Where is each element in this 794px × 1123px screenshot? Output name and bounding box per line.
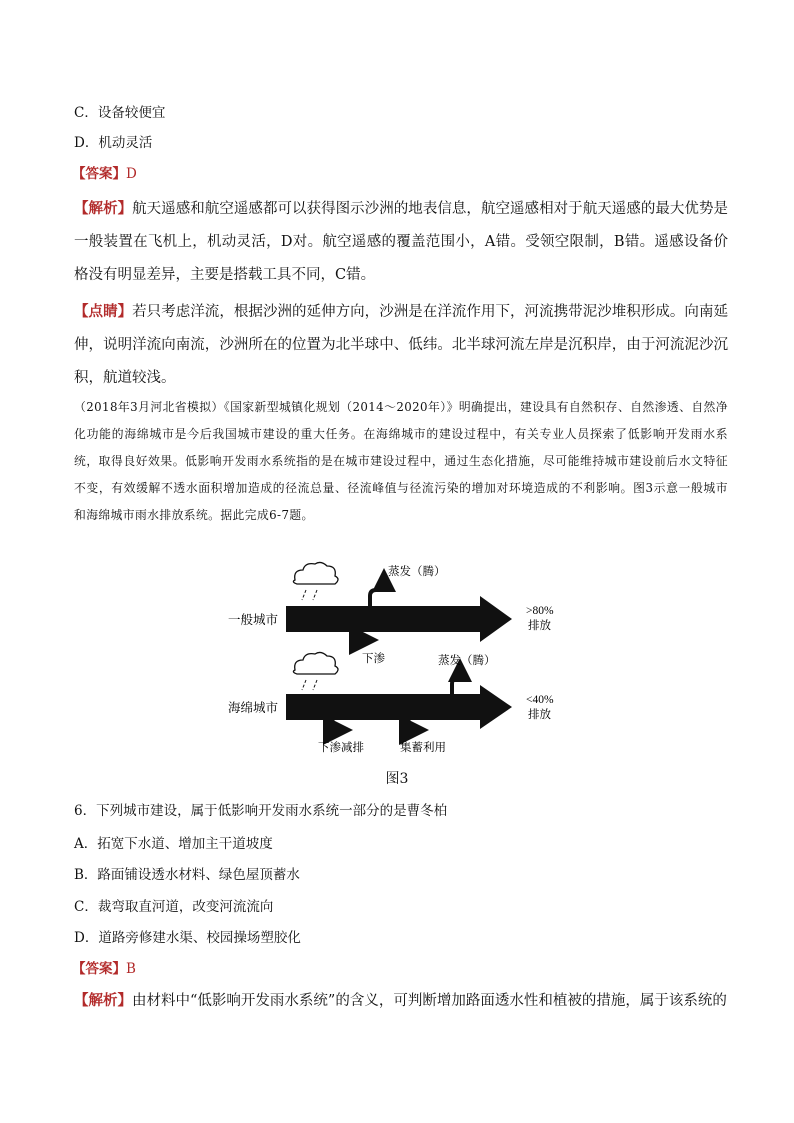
option-d: D．道路旁修建水渠、校园操场塑胶化 [74,930,301,946]
analysis-paragraph [74,193,728,292]
analysis-paragraph [74,985,728,1018]
analysis-text: 航天遥感和航空遥感都可以获得图示沙洲的地表信息，航空遥感相对于航天遥感的最大优势是一般装置在飞机上，机动灵活，D对。航空遥感的覆盖范围小，A错。受领空限制，B错。遥感设备价格没有明显差异，主要是搭载工具不同，C错。 [74,201,729,283]
infiltration-arrow [332,720,338,730]
infiltration-arrow [360,632,364,640]
answer-tag: 【答案】 [72,166,126,182]
outflow-arrow [286,596,512,642]
city2-evap-label: 蒸发（腾） [438,655,496,667]
tip-tag: 【点睛】 [74,304,133,320]
sponge-city-flow [228,652,554,754]
city1-out-label: 排放 [528,620,551,632]
outflow-arrow [286,685,512,729]
ordinary-city-flow [228,562,554,665]
option-a: A．拓宽下水道、增加主干道坡度 [74,836,273,852]
cloud-icon [293,652,338,674]
city1-infil-label: 下渗 [362,653,385,665]
city1-out-pct: >80% [526,605,554,617]
analysis-tag: 【解析】 [74,201,133,217]
analysis-text: 由材料中“低影响开发雨水系统”的含义，可判断增加路面透水性和植被的措施，属于该系统的 [132,993,727,1009]
option-c: C．裁弯取直河道，改变河流流向 [74,899,274,915]
analysis-tag: 【解析】 [74,993,132,1009]
answer-line [72,164,137,184]
answer-value: D [126,166,137,182]
evaporation-arrow [370,580,384,606]
city1-label: 一般城市 [228,613,279,627]
answer-value: B [126,961,136,977]
tip-text: 若只考虑洋流，根据沙洲的延伸方向，沙洲是在洋流作用下，河流携带泥沙堆积形成。向南延伸，说明洋流向南流，沙洲所在的位置为北半球中、低纬。北半球河流左岸是沉积岸，由于河流泥沙沉积，航道较浅。 [74,304,729,386]
city2-label: 海绵城市 [228,701,279,715]
answer-line [72,959,136,979]
storage-arrow [408,720,414,730]
rainwater-diagram [220,552,580,762]
option-b: B．路面铺设透水材料、绿色屋顶蓄水 [74,867,300,883]
tip-paragraph [74,296,728,395]
option-c: C．设备较便宜 [74,105,166,121]
city2-out-pct: <40% [526,694,554,706]
option-d: D．机动灵活 [74,135,153,151]
city2-infil-label: 下渗减排 [318,742,364,754]
material-paragraph: （2018年3月河北省模拟）《国家新型城镇化规划（2014～2020年）》明确提出，建设具有自然积存、自然渗透、自然净化功能的海绵城市是今后我国城市建设的重大任务。在海绵城市的建设过程中，有关专业人员探索了低影响开发雨水系统，取得良好效果。低影响开发雨水系统指的是在城市建设过程中，通过生态化措施，尽可能维持城市建设前后水文特征不变，有效缓解不透水面积增加造成的径流总量、径流峰值与径流污染的增加对环境造成的不利影响。图3示意一般城市和海绵城市雨水排放系统。据此完成6-7题。 [74,400,728,522]
evaporation-arrow [452,670,460,694]
answer-tag: 【答案】 [72,961,126,977]
question-stem: 6．下列城市建设，属于低影响开发雨水系统一部分的是曹冬柏 [74,803,448,819]
city1-evap-label: 蒸发（腾） [388,566,446,578]
figure-caption: 图3 [385,771,409,787]
cloud-icon [293,562,338,584]
city2-out-label: 排放 [528,709,551,721]
city2-store-label: 集蓄利用 [400,742,446,754]
